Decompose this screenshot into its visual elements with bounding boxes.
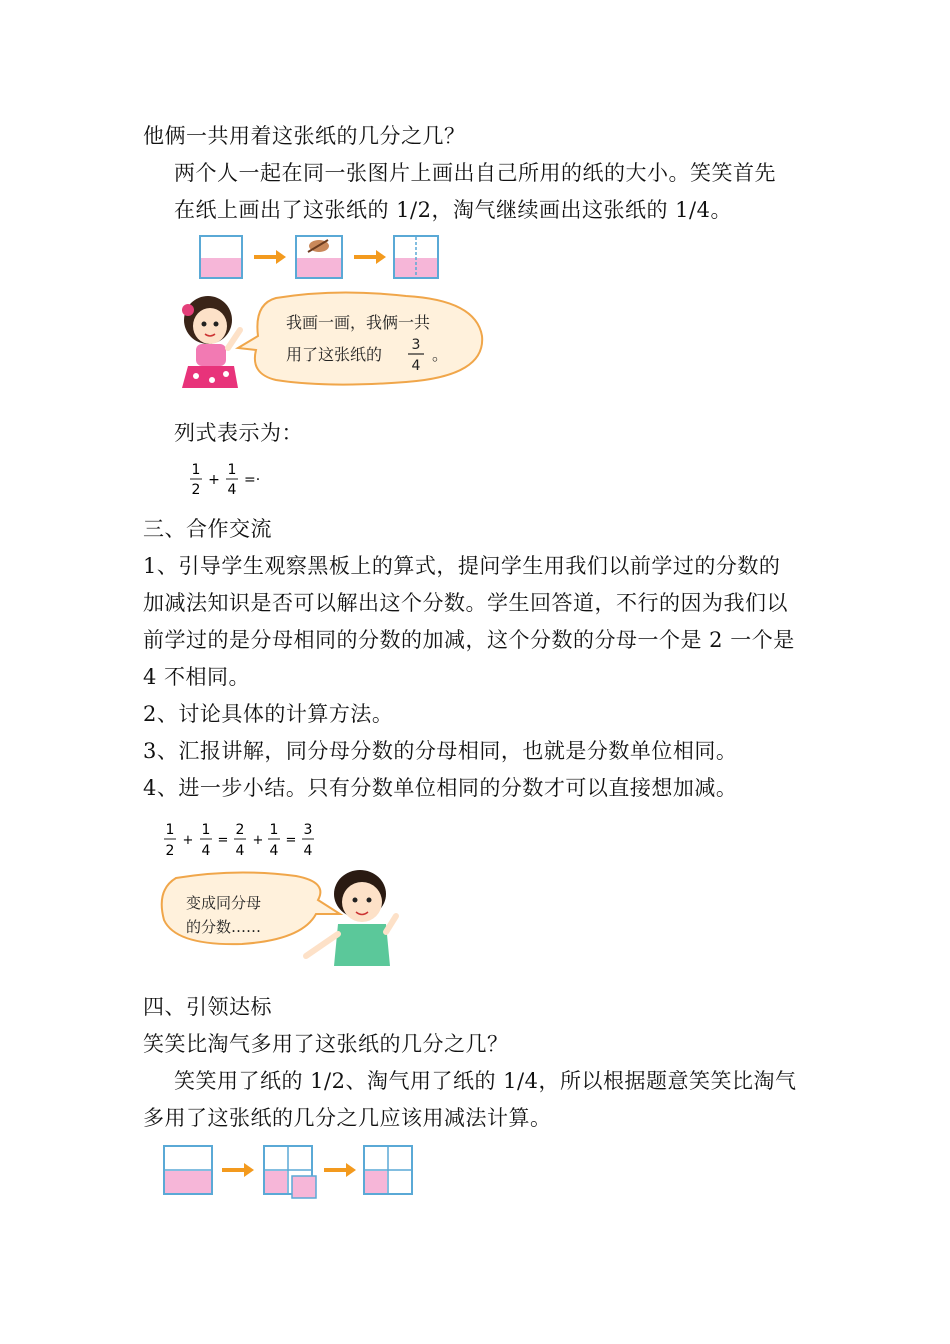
fraction-a-denominator: 2 [191, 482, 201, 498]
section-4-heading: 四、引领达标 [143, 995, 272, 1019]
term-5-numerator: 3 [303, 822, 313, 838]
bubble-text-line-1: 变成同分母 [186, 894, 262, 912]
plus-sign-1: + [182, 833, 194, 848]
paragraph-2-line-2: 多用了这张纸的几分之几应该用减法计算。 [143, 1106, 552, 1130]
equals-sign-1: = [217, 833, 229, 848]
question-2: 笑笑比淘气多用了这张纸的几分之几？ [143, 1032, 509, 1056]
term-1-numerator: 1 [165, 822, 175, 838]
pink-half-shade [201, 258, 241, 277]
fraction-a-numerator: 1 [191, 462, 201, 478]
section-3-item-3: 3、汇报讲解，同分母分数的分母相同，也就是分数单位相同。 [143, 739, 738, 763]
bubble-end-mark: 。 [432, 345, 449, 364]
section-3-item-1-line-1: 1、引导学生观察黑板上的算式，提问学生用我们以前学过的分数的 [143, 554, 781, 578]
fraction-equation-row [164, 822, 314, 859]
paragraph-2-line-1: 笑笑用了纸的 1/2、淘气用了纸的 1/4，所以根据题意笑笑比淘气 [174, 1069, 797, 1093]
arrow-right-icon [324, 1163, 356, 1177]
section-3-item-1-line-2: 加减法知识是否可以解出这个分数。学生回答道，不行的因为我们以 [143, 591, 788, 615]
section-3-item-4: 4、进一步小结。只有分数单位相同的分数才可以直接想加减。 [143, 776, 738, 800]
equals-sign: =· [244, 472, 261, 488]
bubble-text-line-2: 用了这张纸的 [286, 345, 383, 364]
fold-paper-diagram-2 [160, 1140, 420, 1202]
term-3-denominator: 4 [235, 843, 245, 859]
term-1-denominator: 2 [165, 843, 175, 859]
fraction-denominator: 4 [411, 358, 421, 374]
fraction-numerator: 3 [411, 337, 421, 353]
term-4-denominator: 4 [269, 843, 279, 859]
term-3-numerator: 2 [235, 822, 245, 838]
section-3-item-1-line-3: 前学过的是分母相同的分数的加减，这个分数的分母一个是 2 一个是 [143, 628, 795, 652]
plus-sign: + [208, 472, 220, 488]
arrow-right-icon [354, 250, 386, 264]
fraction-b-denominator: 4 [227, 482, 237, 498]
fraction-b-numerator: 1 [227, 462, 237, 478]
bubble-text-line-2: 的分数…… [186, 918, 262, 936]
arrow-right-icon [222, 1163, 254, 1177]
girl-speech-illustration [176, 290, 496, 390]
term-5-denominator: 4 [303, 843, 313, 859]
girl-character-icon [182, 296, 240, 388]
boy-equation-illustration [156, 816, 406, 976]
term-2-denominator: 4 [201, 843, 211, 859]
expression-intro: 列式表示为： [174, 421, 303, 445]
term-2-numerator: 1 [201, 822, 211, 838]
speech-bubble [238, 292, 482, 384]
equals-sign-2: = [285, 833, 297, 848]
paragraph-1-line-1: 两个人一起在同一张图片上画出自己所用的纸的大小。笑笑首先 [174, 161, 776, 185]
plus-sign-2: + [252, 833, 264, 848]
fold-paper-diagram-1 [196, 230, 446, 286]
moved-quarter-piece [292, 1176, 316, 1198]
section-3-item-2: 2、讨论具体的计算方法。 [143, 702, 394, 726]
bubble-text-line-1: 我画一画，我俩一共 [286, 313, 431, 332]
paragraph-1-line-2: 在纸上画出了这张纸的 1/2，淘气继续画出这张纸的 1/4。 [174, 198, 732, 222]
boy-character-icon [306, 870, 396, 966]
section-3-item-1-line-4: 4 不相同。 [143, 665, 251, 689]
arrow-right-icon [254, 250, 286, 264]
term-4-numerator: 1 [269, 822, 279, 838]
fraction-expression-1 [186, 458, 276, 500]
section-3-heading: 三、合作交流 [143, 517, 272, 541]
question-1: 他俩一共用着这张纸的几分之几？ [143, 124, 466, 148]
